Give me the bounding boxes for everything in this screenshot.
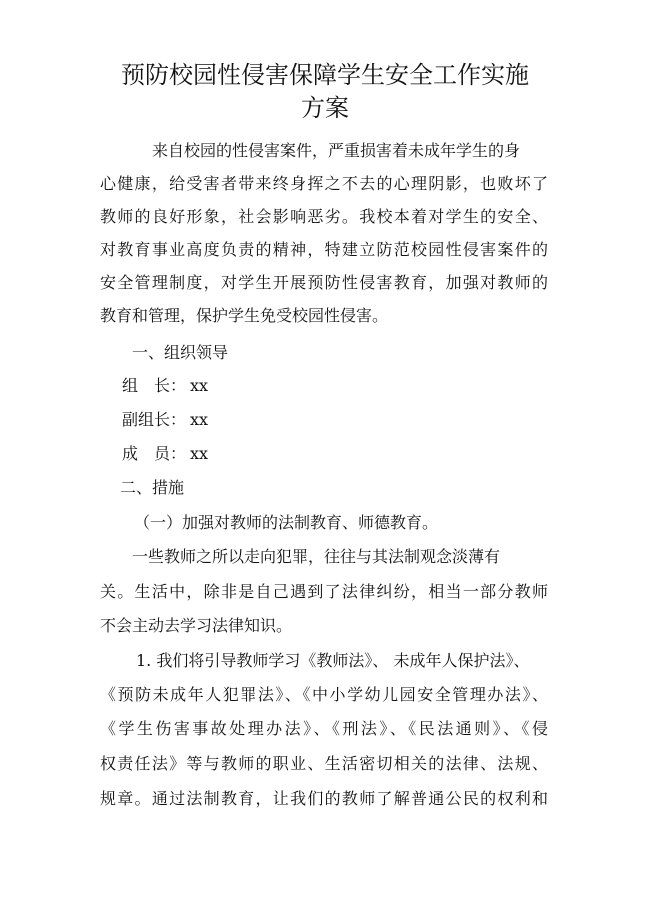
para2-line-4: 权责任法》等与教师的职业、生活密切相关的法律、法规、 <box>100 754 548 773</box>
section-1-heading: 一、组织领导 <box>132 343 229 362</box>
intro-line-2: 心健康，给受害者带来终身挥之不去的心理阴影，也败坏了 <box>100 174 548 193</box>
deputy-leader-value: xx <box>190 410 209 429</box>
intro-line-5: 安全管理制度，对学生开展预防性侵害教育，加强对教师的 <box>100 273 548 292</box>
para2-line-1: 1. 我们将引导教师学习《教师法》、 未成年人保护法》、 <box>136 651 530 670</box>
intro-line-1: 来自校园的性侵害案件，严重损害着未成年学生的身 <box>152 141 521 160</box>
para2-line-2: 《预防未成年人犯罪法》、《中小学幼儿园安全管理办法》、 <box>100 685 548 704</box>
leader-value: xx <box>190 376 209 395</box>
members-value: xx <box>190 444 209 463</box>
para1-line-3: 不会主动去学习法律知识。 <box>100 616 293 635</box>
members-label: 成 员： <box>122 444 187 463</box>
leader-label: 组 长： <box>122 376 187 395</box>
section-2-heading: 二、措施 <box>120 478 185 497</box>
document-title-line-1: 预防校园性侵害保障学生安全工作实施 <box>121 61 529 89</box>
intro-line-3: 教师的良好形象，社会影响恶劣。我校本着对学生的安全、 <box>100 207 548 226</box>
intro-line-6: 教育和管理，保护学生免受校园性侵害。 <box>100 306 389 325</box>
para1-line-1: 一些教师之所以走向犯罪，往往与其法制观念淡薄有 <box>132 547 501 566</box>
document-title-line-2: 方案 <box>301 94 349 122</box>
deputy-leader-label: 副组长： <box>122 410 187 429</box>
para1-line-2: 关。生活中，除非是自己遇到了法律纠纷，相当一部分教师 <box>100 582 548 601</box>
subsection-1-heading: （一）加强对教师的法制教育、师德教育。 <box>134 513 439 532</box>
para2-line-5: 规章。通过法制教育，让我们的教师了解普通公民的权利和 <box>100 789 548 808</box>
intro-line-4: 对教育事业高度负责的精神，特建立防范校园性侵害案件的 <box>100 240 548 259</box>
para2-line-3: 《学生伤害事故处理办法》、《刑法》、《民法通则》、《侵 <box>100 719 548 738</box>
